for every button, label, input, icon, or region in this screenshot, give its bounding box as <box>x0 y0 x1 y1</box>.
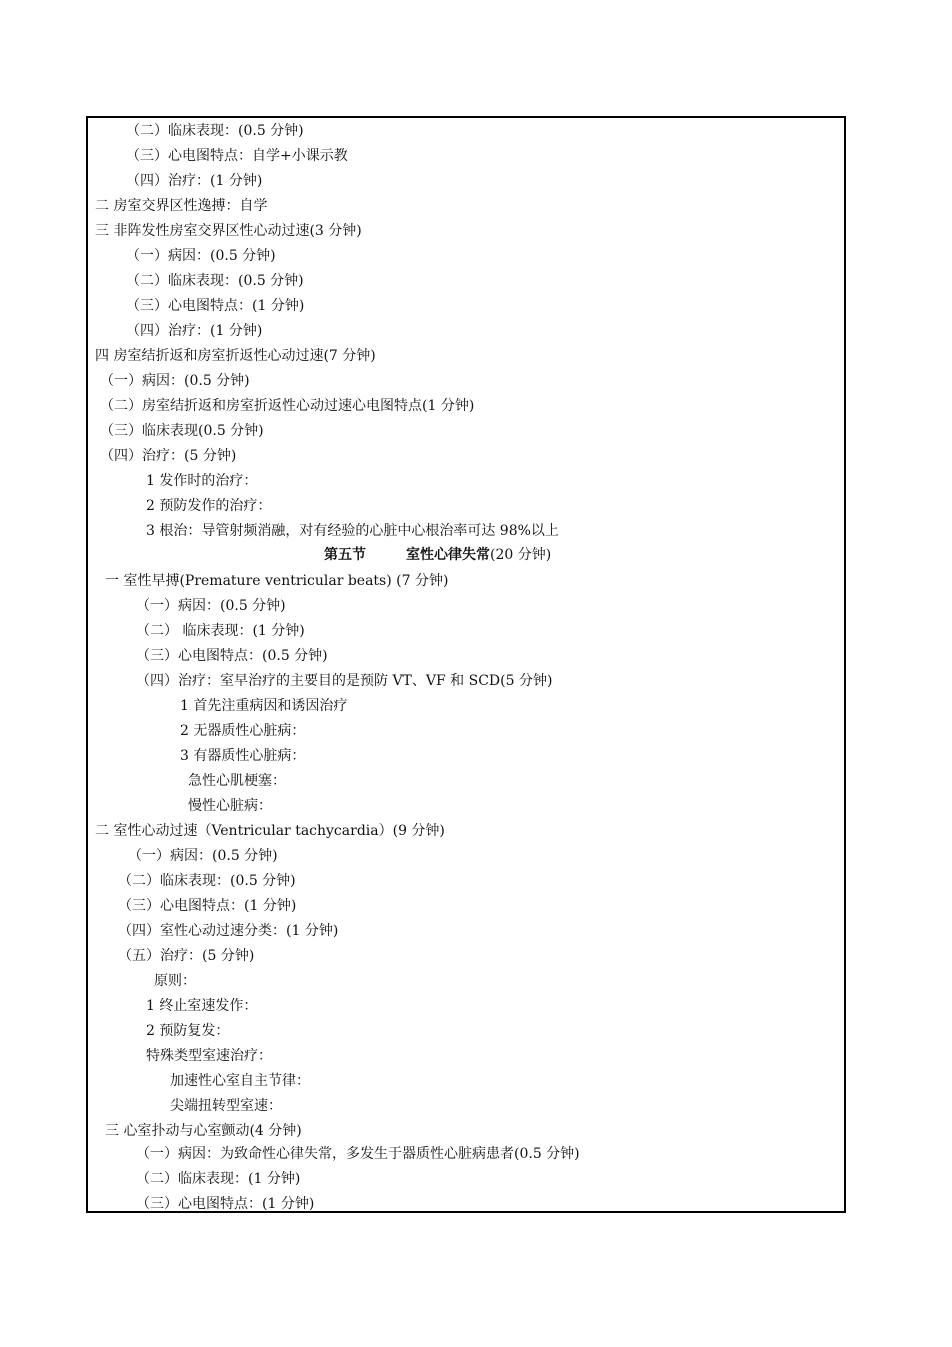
text-line: （四）治疗：(5 分钟) <box>100 448 237 464</box>
text-line: （一）病因：(0.5 分钟) <box>128 848 278 864</box>
text-line: 1 发作时的治疗： <box>146 473 258 489</box>
text-line: 原则： <box>154 973 196 989</box>
text-line: （一）病因：(0.5 分钟) <box>136 598 286 614</box>
text-line: （四）治疗：(1 分钟) <box>126 173 263 189</box>
text-line: 二 房室交界区性逸搏：自学 <box>95 198 268 214</box>
text-line: 四 房室结折返和房室折返性心动过速(7 分钟) <box>95 348 376 364</box>
text-line: 3 根治：导管射频消融，对有经验的心脏中心根治率可达 98%以上 <box>146 523 559 539</box>
text-line: （二） 临床表现：(1 分钟) <box>136 623 305 639</box>
text-line: 1 终止室速发作： <box>146 998 258 1014</box>
text-line: （四）室性心动过速分类：(1 分钟) <box>118 923 339 939</box>
text-line: 3 有器质性心脏病： <box>180 748 306 764</box>
text-line: 一 室性早搏(Premature ventricular beats) (7 分钟) <box>105 573 449 589</box>
section-duration: (20 分钟) <box>490 547 552 563</box>
text-line: （四）治疗：(1 分钟) <box>126 323 263 339</box>
text-line: 尖端扭转型室速： <box>170 1098 282 1114</box>
text-line: 1 首先注重病因和诱因治疗 <box>180 698 348 714</box>
content-frame <box>86 116 846 1213</box>
text-line: 三 心室扑动与心室颤动(4 分钟) <box>105 1123 302 1139</box>
section-heading <box>324 546 551 564</box>
text-line: （三）心电图特点：(1 分钟) <box>136 1196 315 1212</box>
section-number: 第五节 <box>324 547 366 563</box>
text-line: 2 无器质性心脏病： <box>180 723 306 739</box>
text-line: （三）心电图特点：(1 分钟) <box>126 298 305 314</box>
text-line: 2 预防复发： <box>146 1023 230 1039</box>
text-line: 二 室性心动过速（Ventricular tachycardia）(9 分钟) <box>95 823 445 839</box>
text-line: （二）房室结折返和房室折返性心动过速心电图特点(1 分钟) <box>100 398 475 414</box>
section-title: 室性心律失常 <box>406 547 490 563</box>
text-line: 2 预防发作的治疗： <box>146 498 272 514</box>
text-line: （一）病因：(0.5 分钟) <box>100 373 250 389</box>
text-line: 慢性心脏病： <box>188 798 272 814</box>
text-line: （二）临床表现：(0.5 分钟) <box>126 123 304 139</box>
text-line: （三）心电图特点：(1 分钟) <box>118 898 297 914</box>
text-line: 特殊类型室速治疗： <box>146 1048 272 1064</box>
text-line: （五）治疗：(5 分钟) <box>118 948 255 964</box>
text-line: （三）临床表现(0.5 分钟) <box>100 423 264 439</box>
text-line: （四）治疗：室早治疗的主要目的是预防 VT、VF 和 SCD(5 分钟) <box>136 673 553 689</box>
text-line: （二）临床表现：(1 分钟) <box>136 1171 301 1187</box>
text-line: 三 非阵发性房室交界区性心动过速(3 分钟) <box>95 223 362 239</box>
text-line: （一）病因：为致命性心律失常，多发生于器质性心脏病患者(0.5 分钟) <box>136 1146 580 1162</box>
text-line: （一）病因：(0.5 分钟) <box>126 248 276 264</box>
text-line: （三）心电图特点：自学+小课示教 <box>126 148 348 164</box>
text-line: （二）临床表现：(0.5 分钟) <box>126 273 304 289</box>
text-line: （二）临床表现：(0.5 分钟) <box>118 873 296 889</box>
text-line: 加速性心室自主节律： <box>170 1073 310 1089</box>
text-line: （三）心电图特点：(0.5 分钟) <box>136 648 328 664</box>
text-line: 急性心肌梗塞： <box>188 773 286 789</box>
